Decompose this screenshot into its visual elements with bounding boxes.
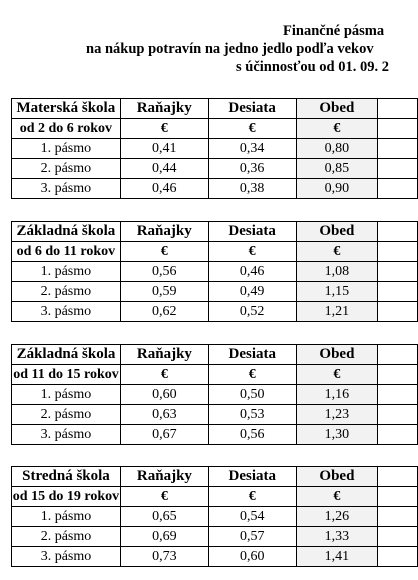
table-header-row [12,222,418,242]
age-range: od 11 do 15 rokov [12,365,121,385]
band-label: 2. pásmo [12,282,121,302]
cell-desiata: 0,36 [208,159,296,179]
cell-desiata: 0,57 [208,527,296,547]
cell-desiata: 0,50 [208,385,296,405]
cell-obed: 1,21 [296,302,378,322]
currency-desiata: € [208,365,296,385]
cell-obed: 1,26 [296,507,378,527]
table-row [12,159,418,179]
col-ranajky: Raňajky [120,467,208,487]
school-type: Stredná škola [12,467,121,487]
table-unit-row [12,119,418,139]
table-row [12,405,418,425]
fee-table-stredna-skola [11,466,418,567]
cell-desiata: 0,49 [208,282,296,302]
currency-ranajky: € [120,242,208,262]
currency-obed: € [296,242,378,262]
table-row [12,507,418,527]
band-label: 1. pásmo [12,262,121,282]
table-row [12,179,418,199]
fee-table-zakladna-skola-11-15 [11,344,418,445]
currency-ranajky: € [120,119,208,139]
col-desiata: Desiata [208,345,296,365]
col-ranajky: Raňajky [120,222,208,242]
band-label: 3. pásmo [12,179,121,199]
table-unit-row [12,365,418,385]
currency-obed: € [296,119,378,139]
table-row [12,385,418,405]
col-cut [378,345,418,365]
band-label: 2. pásmo [12,405,121,425]
currency-desiata: € [208,242,296,262]
cell-obed: 0,85 [296,159,378,179]
header-title: Finančné pásma [283,23,385,39]
cell-ranajky: 0,56 [120,262,208,282]
age-range: od 6 do 11 rokov [12,242,121,262]
band-label: 2. pásmo [12,159,121,179]
col-obed: Obed [296,99,378,119]
table-header-row [12,345,418,365]
col-cut [378,467,418,487]
cell-ranajky: 0,62 [120,302,208,322]
col-obed: Obed [296,345,378,365]
cell-ranajky: 0,73 [120,547,208,567]
school-type: Základná škola [12,222,121,242]
cell-obed: 1,16 [296,385,378,405]
col-ranajky: Raňajky [120,345,208,365]
cell-obed: 1,33 [296,527,378,547]
table-unit-row [12,487,418,507]
cell-desiata: 0,46 [208,262,296,282]
table-row [12,527,418,547]
currency-ranajky: € [120,487,208,507]
header-effective-date: s účinnosťou od 01. 09. 2 [236,59,390,75]
table-unit-row [12,242,418,262]
band-label: 1. pásmo [12,385,121,405]
currency-obed: € [296,365,378,385]
cell-obed: 1,41 [296,547,378,567]
band-label: 3. pásmo [12,302,121,322]
currency-ranajky: € [120,365,208,385]
cell-obed: 0,80 [296,139,378,159]
band-label: 3. pásmo [12,425,121,445]
cell-ranajky: 0,60 [120,385,208,405]
cell-desiata: 0,52 [208,302,296,322]
fee-table-zakladna-skola-6-11 [11,221,418,322]
band-label: 3. pásmo [12,547,121,567]
cell-obed: 1,08 [296,262,378,282]
school-type: Materská škola [12,99,121,119]
cell-ranajky: 0,69 [120,527,208,547]
cell-obed: 1,23 [296,405,378,425]
table-header-row [12,467,418,487]
cell-ranajky: 0,63 [120,405,208,425]
col-cut [378,99,418,119]
cell-desiata: 0,53 [208,405,296,425]
table-row [12,302,418,322]
cell-obed: 1,30 [296,425,378,445]
currency-desiata: € [208,119,296,139]
cell-ranajky: 0,46 [120,179,208,199]
cell-ranajky: 0,44 [120,159,208,179]
cell-desiata: 0,54 [208,507,296,527]
school-type: Základná škola [12,345,121,365]
cell-obed: 1,15 [296,282,378,302]
cell-desiata: 0,60 [208,547,296,567]
table-row [12,425,418,445]
table-row [12,139,418,159]
table-header-row [12,99,418,119]
age-range: od 2 do 6 rokov [12,119,121,139]
fee-table-materska-skola [11,98,418,199]
col-ranajky: Raňajky [120,99,208,119]
band-label: 1. pásmo [12,139,121,159]
cell-ranajky: 0,59 [120,282,208,302]
table-row [12,547,418,567]
age-range: od 15 do 19 rokov [12,487,121,507]
cell-ranajky: 0,65 [120,507,208,527]
cell-ranajky: 0,41 [120,139,208,159]
col-desiata: Desiata [208,99,296,119]
table-row [12,262,418,282]
col-desiata: Desiata [208,467,296,487]
table-row [12,282,418,302]
cell-desiata: 0,56 [208,425,296,445]
currency-obed: € [296,487,378,507]
currency-desiata: € [208,487,296,507]
band-label: 2. pásmo [12,527,121,547]
cell-desiata: 0,34 [208,139,296,159]
col-desiata: Desiata [208,222,296,242]
header-subtitle: na nákup potravín na jedno jedlo podľa vekov [86,41,374,57]
cell-obed: 0,90 [296,179,378,199]
col-obed: Obed [296,467,378,487]
cell-ranajky: 0,67 [120,425,208,445]
col-cut [378,222,418,242]
band-label: 1. pásmo [12,507,121,527]
cell-desiata: 0,38 [208,179,296,199]
col-obed: Obed [296,222,378,242]
